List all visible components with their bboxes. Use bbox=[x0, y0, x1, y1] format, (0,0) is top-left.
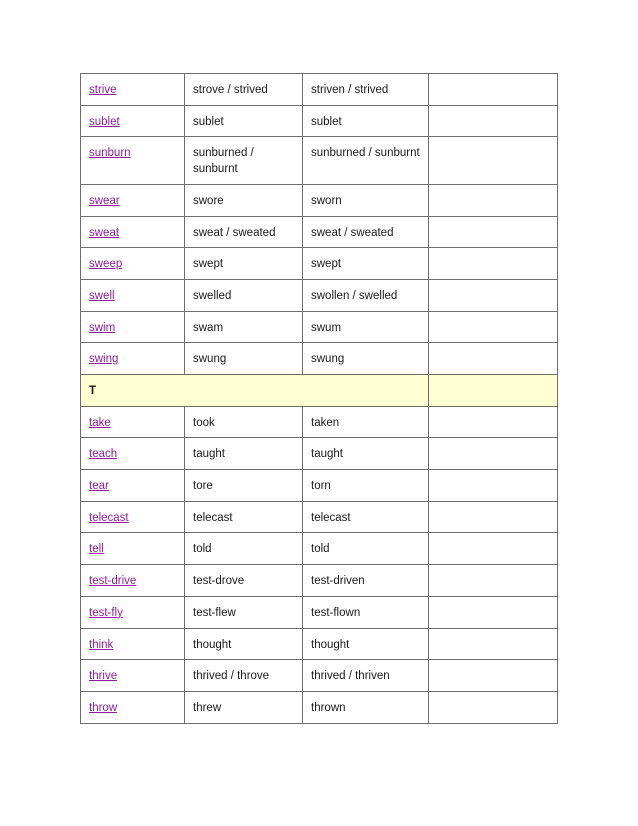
past-participle-cell: test-flown bbox=[303, 596, 429, 628]
verb-link[interactable]: telecast bbox=[89, 511, 129, 524]
extra-cell bbox=[429, 660, 558, 692]
extra-cell bbox=[429, 438, 558, 470]
table-body bbox=[81, 74, 558, 724]
past-tense-cell: took bbox=[185, 406, 303, 438]
past-participle-cell: sublet bbox=[303, 105, 429, 137]
past-participle-cell: sweat / sweated bbox=[303, 216, 429, 248]
table-row bbox=[81, 311, 558, 343]
base-form-cell bbox=[81, 137, 185, 185]
extra-cell bbox=[429, 501, 558, 533]
base-form-cell bbox=[81, 501, 185, 533]
irregular-verbs-table bbox=[80, 73, 558, 724]
base-form-cell bbox=[81, 596, 185, 628]
extra-cell bbox=[429, 184, 558, 216]
past-tense-cell: sunburned / sunburnt bbox=[185, 137, 303, 185]
past-tense-cell: swelled bbox=[185, 279, 303, 311]
verb-link[interactable]: strive bbox=[89, 84, 117, 96]
table-row bbox=[81, 501, 558, 533]
extra-cell bbox=[429, 311, 558, 343]
extra-cell bbox=[429, 533, 558, 565]
past-tense-cell: strove / strived bbox=[185, 74, 303, 106]
section-header-row bbox=[81, 375, 558, 407]
past-participle-cell: swollen / swelled bbox=[303, 279, 429, 311]
table-row bbox=[81, 628, 558, 660]
verb-link[interactable]: swell bbox=[89, 289, 115, 302]
table-row bbox=[81, 470, 558, 502]
table-row bbox=[81, 279, 558, 311]
base-form-cell bbox=[81, 105, 185, 137]
past-participle-cell: taken bbox=[303, 406, 429, 438]
table-row bbox=[81, 184, 558, 216]
verb-link[interactable]: think bbox=[89, 638, 114, 651]
verb-link[interactable]: sweat bbox=[89, 226, 120, 239]
extra-cell bbox=[429, 596, 558, 628]
table-row bbox=[81, 596, 558, 628]
table-row bbox=[81, 406, 558, 438]
base-form-cell bbox=[81, 533, 185, 565]
extra-cell bbox=[429, 216, 558, 248]
verb-link[interactable]: swim bbox=[89, 321, 116, 334]
extra-cell bbox=[429, 279, 558, 311]
extra-cell bbox=[429, 691, 558, 723]
section-letter: T bbox=[81, 375, 429, 407]
past-participle-cell: test-driven bbox=[303, 565, 429, 597]
base-form-cell bbox=[81, 565, 185, 597]
verb-link[interactable]: throw bbox=[89, 701, 118, 714]
past-tense-cell: tore bbox=[185, 470, 303, 502]
verb-link[interactable]: sublet bbox=[89, 115, 120, 128]
base-form-cell bbox=[81, 438, 185, 470]
extra-cell bbox=[429, 375, 558, 407]
base-form-cell bbox=[81, 343, 185, 375]
base-form-cell bbox=[81, 216, 185, 248]
extra-cell bbox=[429, 105, 558, 137]
past-tense-cell: swept bbox=[185, 248, 303, 280]
verb-link[interactable]: tell bbox=[89, 543, 104, 556]
verb-link[interactable]: take bbox=[89, 416, 111, 429]
past-participle-cell: thought bbox=[303, 628, 429, 660]
past-tense-cell: swam bbox=[185, 311, 303, 343]
base-form-cell bbox=[81, 691, 185, 723]
past-tense-cell: test-drove bbox=[185, 565, 303, 597]
table-row bbox=[81, 105, 558, 137]
extra-cell bbox=[429, 628, 558, 660]
past-participle-cell: thrown bbox=[303, 691, 429, 723]
past-tense-cell: swung bbox=[185, 343, 303, 375]
past-participle-cell: sunburned / sunburnt bbox=[303, 137, 429, 185]
past-participle-cell: striven / strived bbox=[303, 74, 429, 106]
past-tense-cell: swore bbox=[185, 184, 303, 216]
past-tense-cell: thought bbox=[185, 628, 303, 660]
extra-cell bbox=[429, 137, 558, 185]
past-tense-cell: sweat / sweated bbox=[185, 216, 303, 248]
past-participle-cell: swum bbox=[303, 311, 429, 343]
table-row bbox=[81, 438, 558, 470]
base-form-cell bbox=[81, 470, 185, 502]
extra-cell bbox=[429, 74, 558, 106]
extra-cell bbox=[429, 565, 558, 597]
extra-cell bbox=[429, 406, 558, 438]
extra-cell bbox=[429, 248, 558, 280]
past-participle-cell: swept bbox=[303, 248, 429, 280]
past-participle-cell: swung bbox=[303, 343, 429, 375]
past-tense-cell: test-flew bbox=[185, 596, 303, 628]
verb-link[interactable]: sweep bbox=[89, 258, 123, 271]
verb-link[interactable]: swear bbox=[89, 194, 120, 207]
past-participle-cell: thrived / thriven bbox=[303, 660, 429, 692]
verb-link[interactable]: tear bbox=[89, 480, 109, 493]
past-participle-cell: torn bbox=[303, 470, 429, 502]
table-row bbox=[81, 565, 558, 597]
verb-link[interactable]: test-fly bbox=[89, 606, 123, 619]
past-tense-cell: threw bbox=[185, 691, 303, 723]
table-row bbox=[81, 137, 558, 185]
base-form-cell bbox=[81, 406, 185, 438]
base-form-cell bbox=[81, 184, 185, 216]
table-row bbox=[81, 660, 558, 692]
table-row bbox=[81, 216, 558, 248]
base-form-cell bbox=[81, 248, 185, 280]
table-row bbox=[81, 343, 558, 375]
table-row bbox=[81, 248, 558, 280]
base-form-cell bbox=[81, 311, 185, 343]
past-tense-cell: thrived / throve bbox=[185, 660, 303, 692]
extra-cell bbox=[429, 343, 558, 375]
verb-link[interactable]: sunburn bbox=[89, 147, 131, 160]
past-participle-cell: telecast bbox=[303, 501, 429, 533]
table-row bbox=[81, 533, 558, 565]
verb-link[interactable]: teach bbox=[89, 448, 118, 461]
extra-cell bbox=[429, 470, 558, 502]
past-tense-cell: taught bbox=[185, 438, 303, 470]
table-row bbox=[81, 74, 558, 106]
verb-link[interactable]: test-drive bbox=[89, 575, 137, 588]
past-participle-cell: told bbox=[303, 533, 429, 565]
past-tense-cell: sublet bbox=[185, 105, 303, 137]
past-participle-cell: sworn bbox=[303, 184, 429, 216]
verb-link[interactable]: thrive bbox=[89, 670, 118, 683]
past-tense-cell: told bbox=[185, 533, 303, 565]
past-participle-cell: taught bbox=[303, 438, 429, 470]
verb-link[interactable]: swing bbox=[89, 353, 119, 366]
table-row bbox=[81, 691, 558, 723]
past-tense-cell: telecast bbox=[185, 501, 303, 533]
base-form-cell bbox=[81, 74, 185, 106]
base-form-cell bbox=[81, 628, 185, 660]
base-form-cell bbox=[81, 279, 185, 311]
base-form-cell bbox=[81, 660, 185, 692]
